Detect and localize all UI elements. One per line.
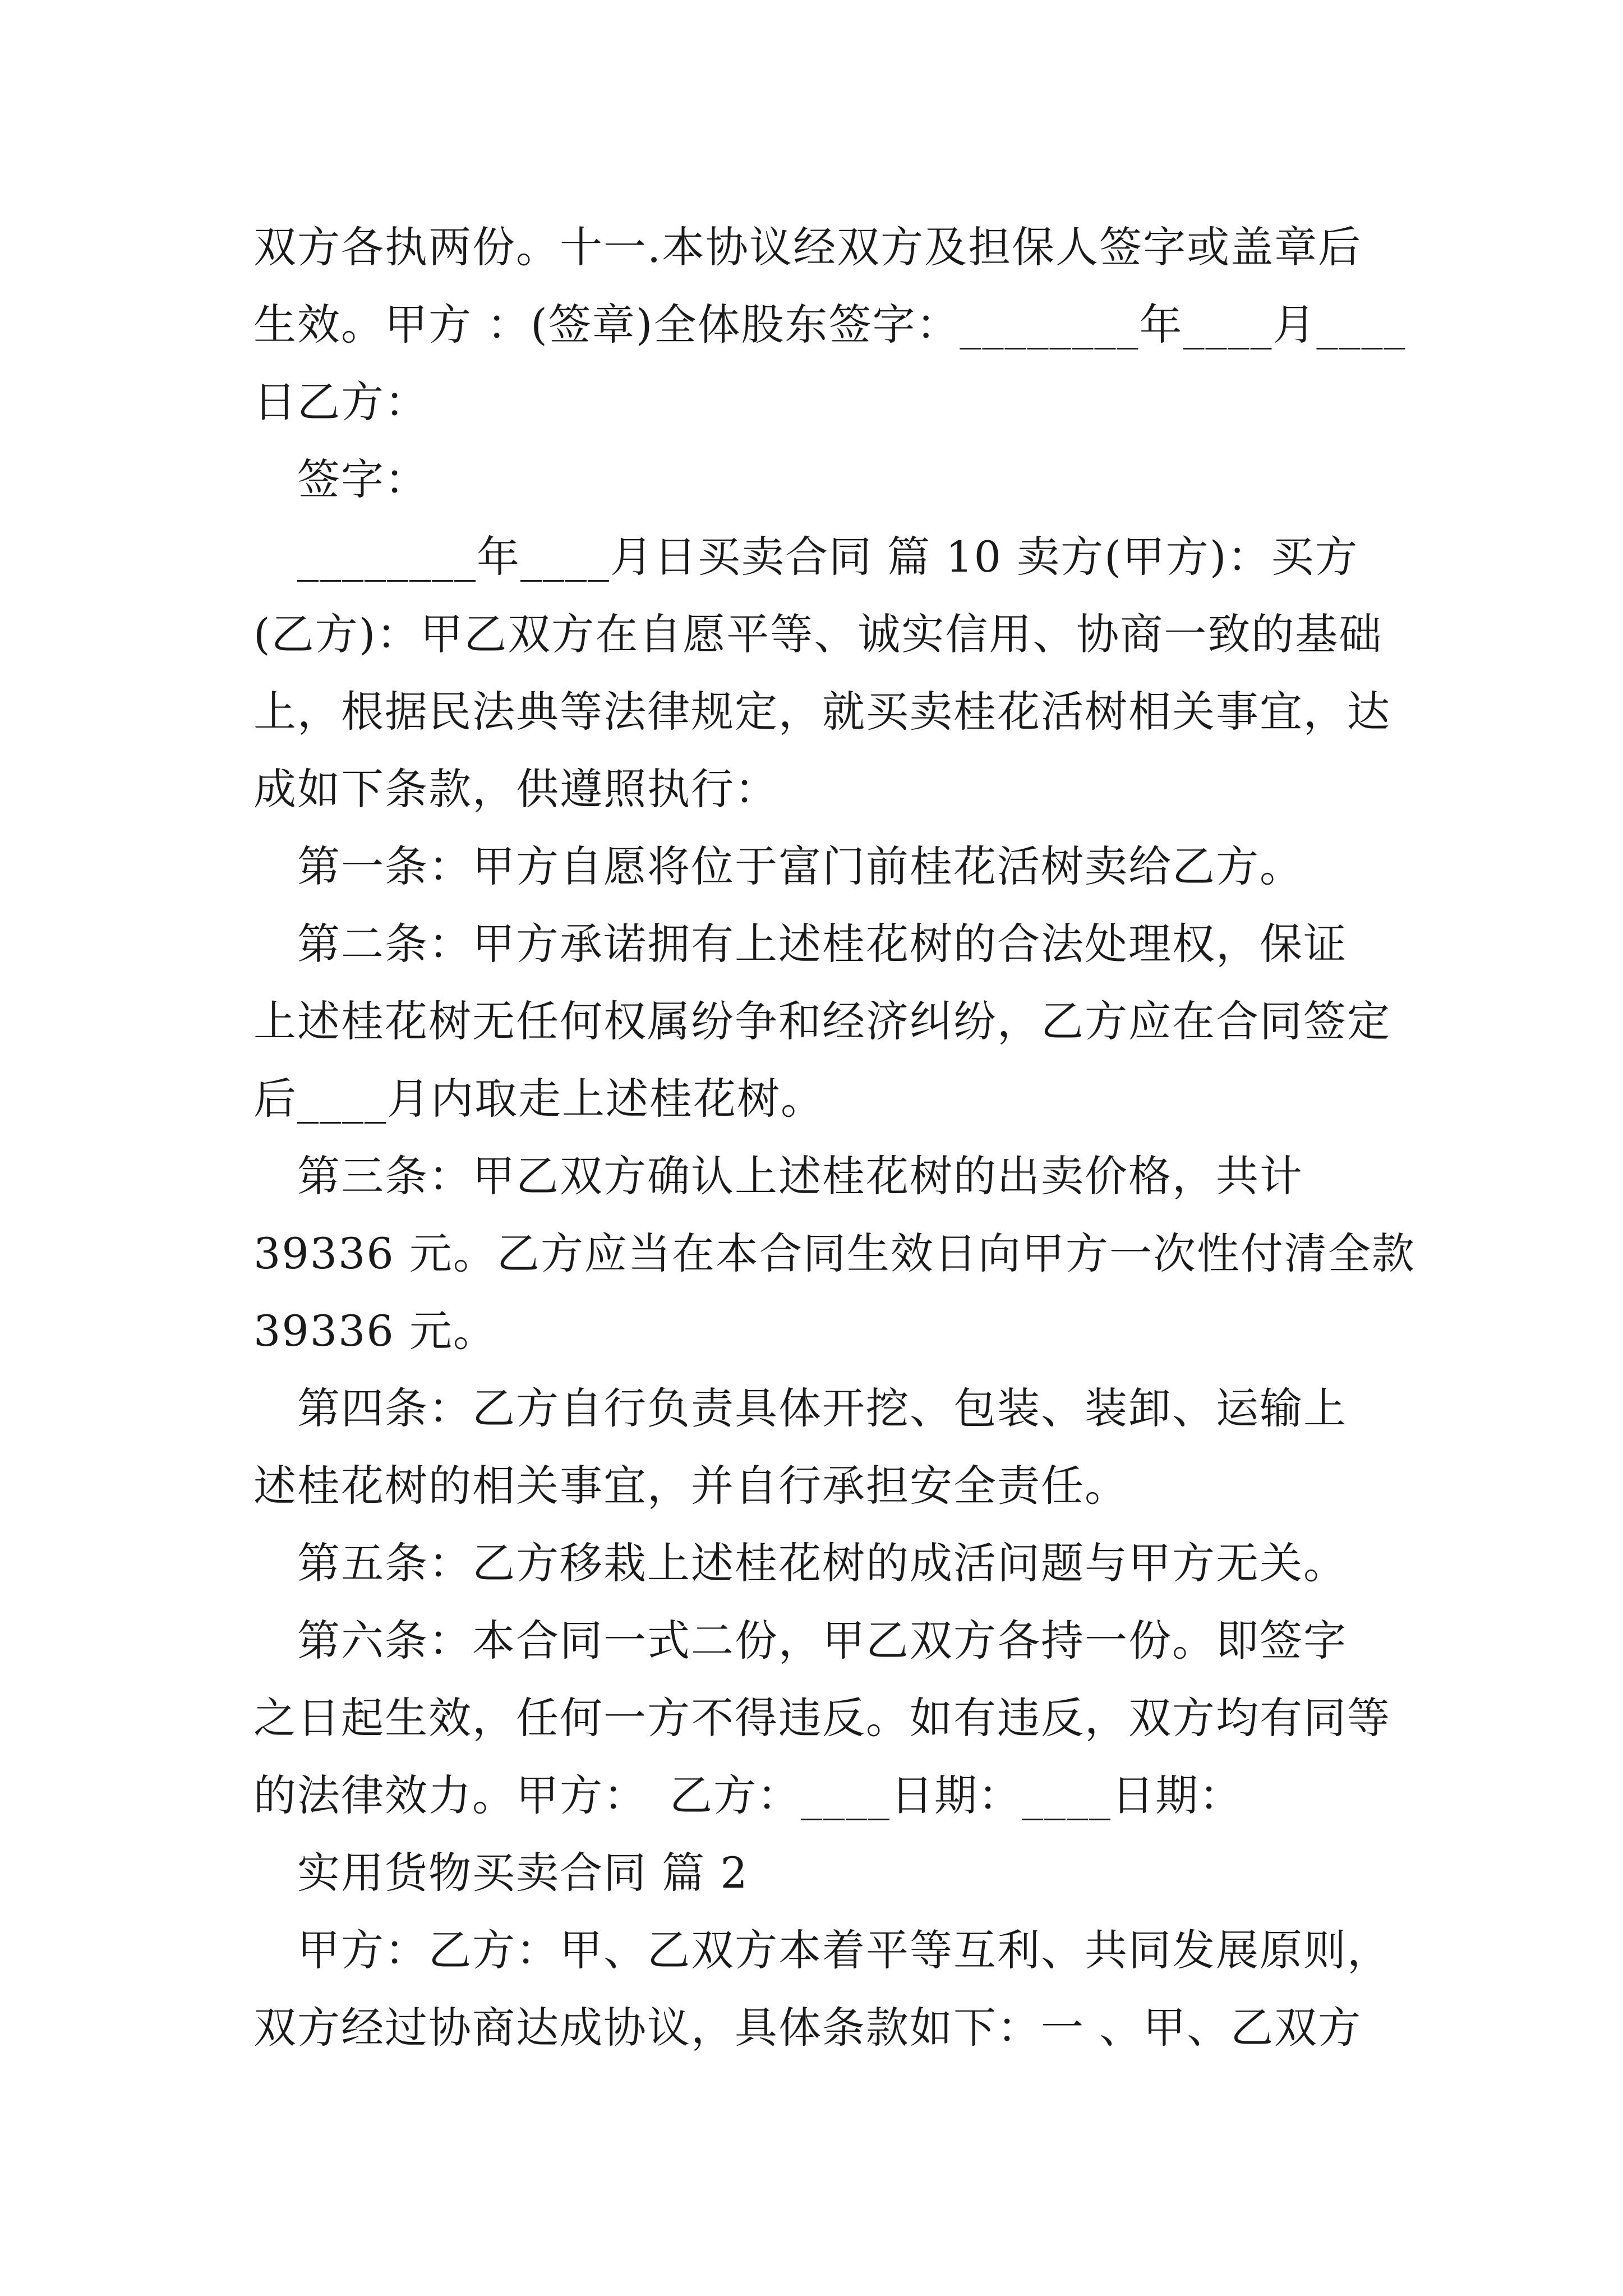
text-line: 39336 元。 — [253, 1306, 497, 1356]
text-line: 第三条：甲乙双方确认上述桂花树的出卖价格，共计 — [253, 1151, 1303, 1201]
text-line: 甲方：乙方：甲、乙双方本着平等互利、共同发展原则， — [253, 1925, 1391, 1975]
text-line: 第五条：乙方移栽上述桂花树的成活问题与甲方无关。 — [253, 1538, 1347, 1588]
text-line: 双方各执两份。十一.本协议经双方及担保人签字或盖章后 — [253, 222, 1362, 272]
text-line: 的法律效力。甲方： 乙方：____日期：____日期： — [253, 1770, 1243, 1820]
text-line: 日乙方： — [253, 377, 428, 427]
text-line: 述桂花树的相关事宜，并自行承担安全责任。 — [253, 1461, 1128, 1511]
text-line: 双方经过协商达成协议，具体条款如下：一 、甲、乙双方 — [253, 2003, 1362, 2053]
text-line: 39336 元。乙方应当在本合同生效日向甲方一次性付清全款 — [253, 1228, 1415, 1278]
text-line: 第一条：甲方自愿将位于富门前桂花活树卖给乙方。 — [253, 841, 1303, 891]
text-line: 上述桂花树无任何权属纷争和经济纠纷，乙方应在合同签定 — [253, 996, 1391, 1046]
text-line: 第四条：乙方自行负责具体开挖、包装、装卸、运输上 — [253, 1383, 1347, 1433]
text-line: ________年____月日买卖合同 篇 10 卖方(甲方)：买方 — [253, 532, 1359, 582]
text-line: 之日起生效，任何一方不得违反。如有违反，双方均有同等 — [253, 1693, 1391, 1743]
text-line: 上，根据民法典等法律规定，就买卖桂花活树相关事宜，达 — [253, 687, 1391, 737]
text-line: 第二条：甲方承诺拥有上述桂花树的合法处理权，保证 — [253, 919, 1347, 969]
text-line: 实用货物买卖合同 篇 2 — [253, 1848, 749, 1898]
text-line: 签字： — [253, 454, 428, 504]
contract-text — [253, 209, 1415, 2067]
text-line: 生效。甲方 ：(签章)全体股东签字：________年____月____ — [253, 300, 1407, 349]
text-line: 第六条：本合同一式二份，甲乙双方各持一份。即签字 — [253, 1616, 1347, 1665]
text-line: 后____月内取走上述桂花树。 — [253, 1074, 824, 1124]
text-line: (乙方)：甲乙双方在自愿平等、诚实信用、协商一致的基础 — [253, 609, 1383, 659]
text-line: 成如下条款，供遵照执行： — [253, 764, 778, 814]
